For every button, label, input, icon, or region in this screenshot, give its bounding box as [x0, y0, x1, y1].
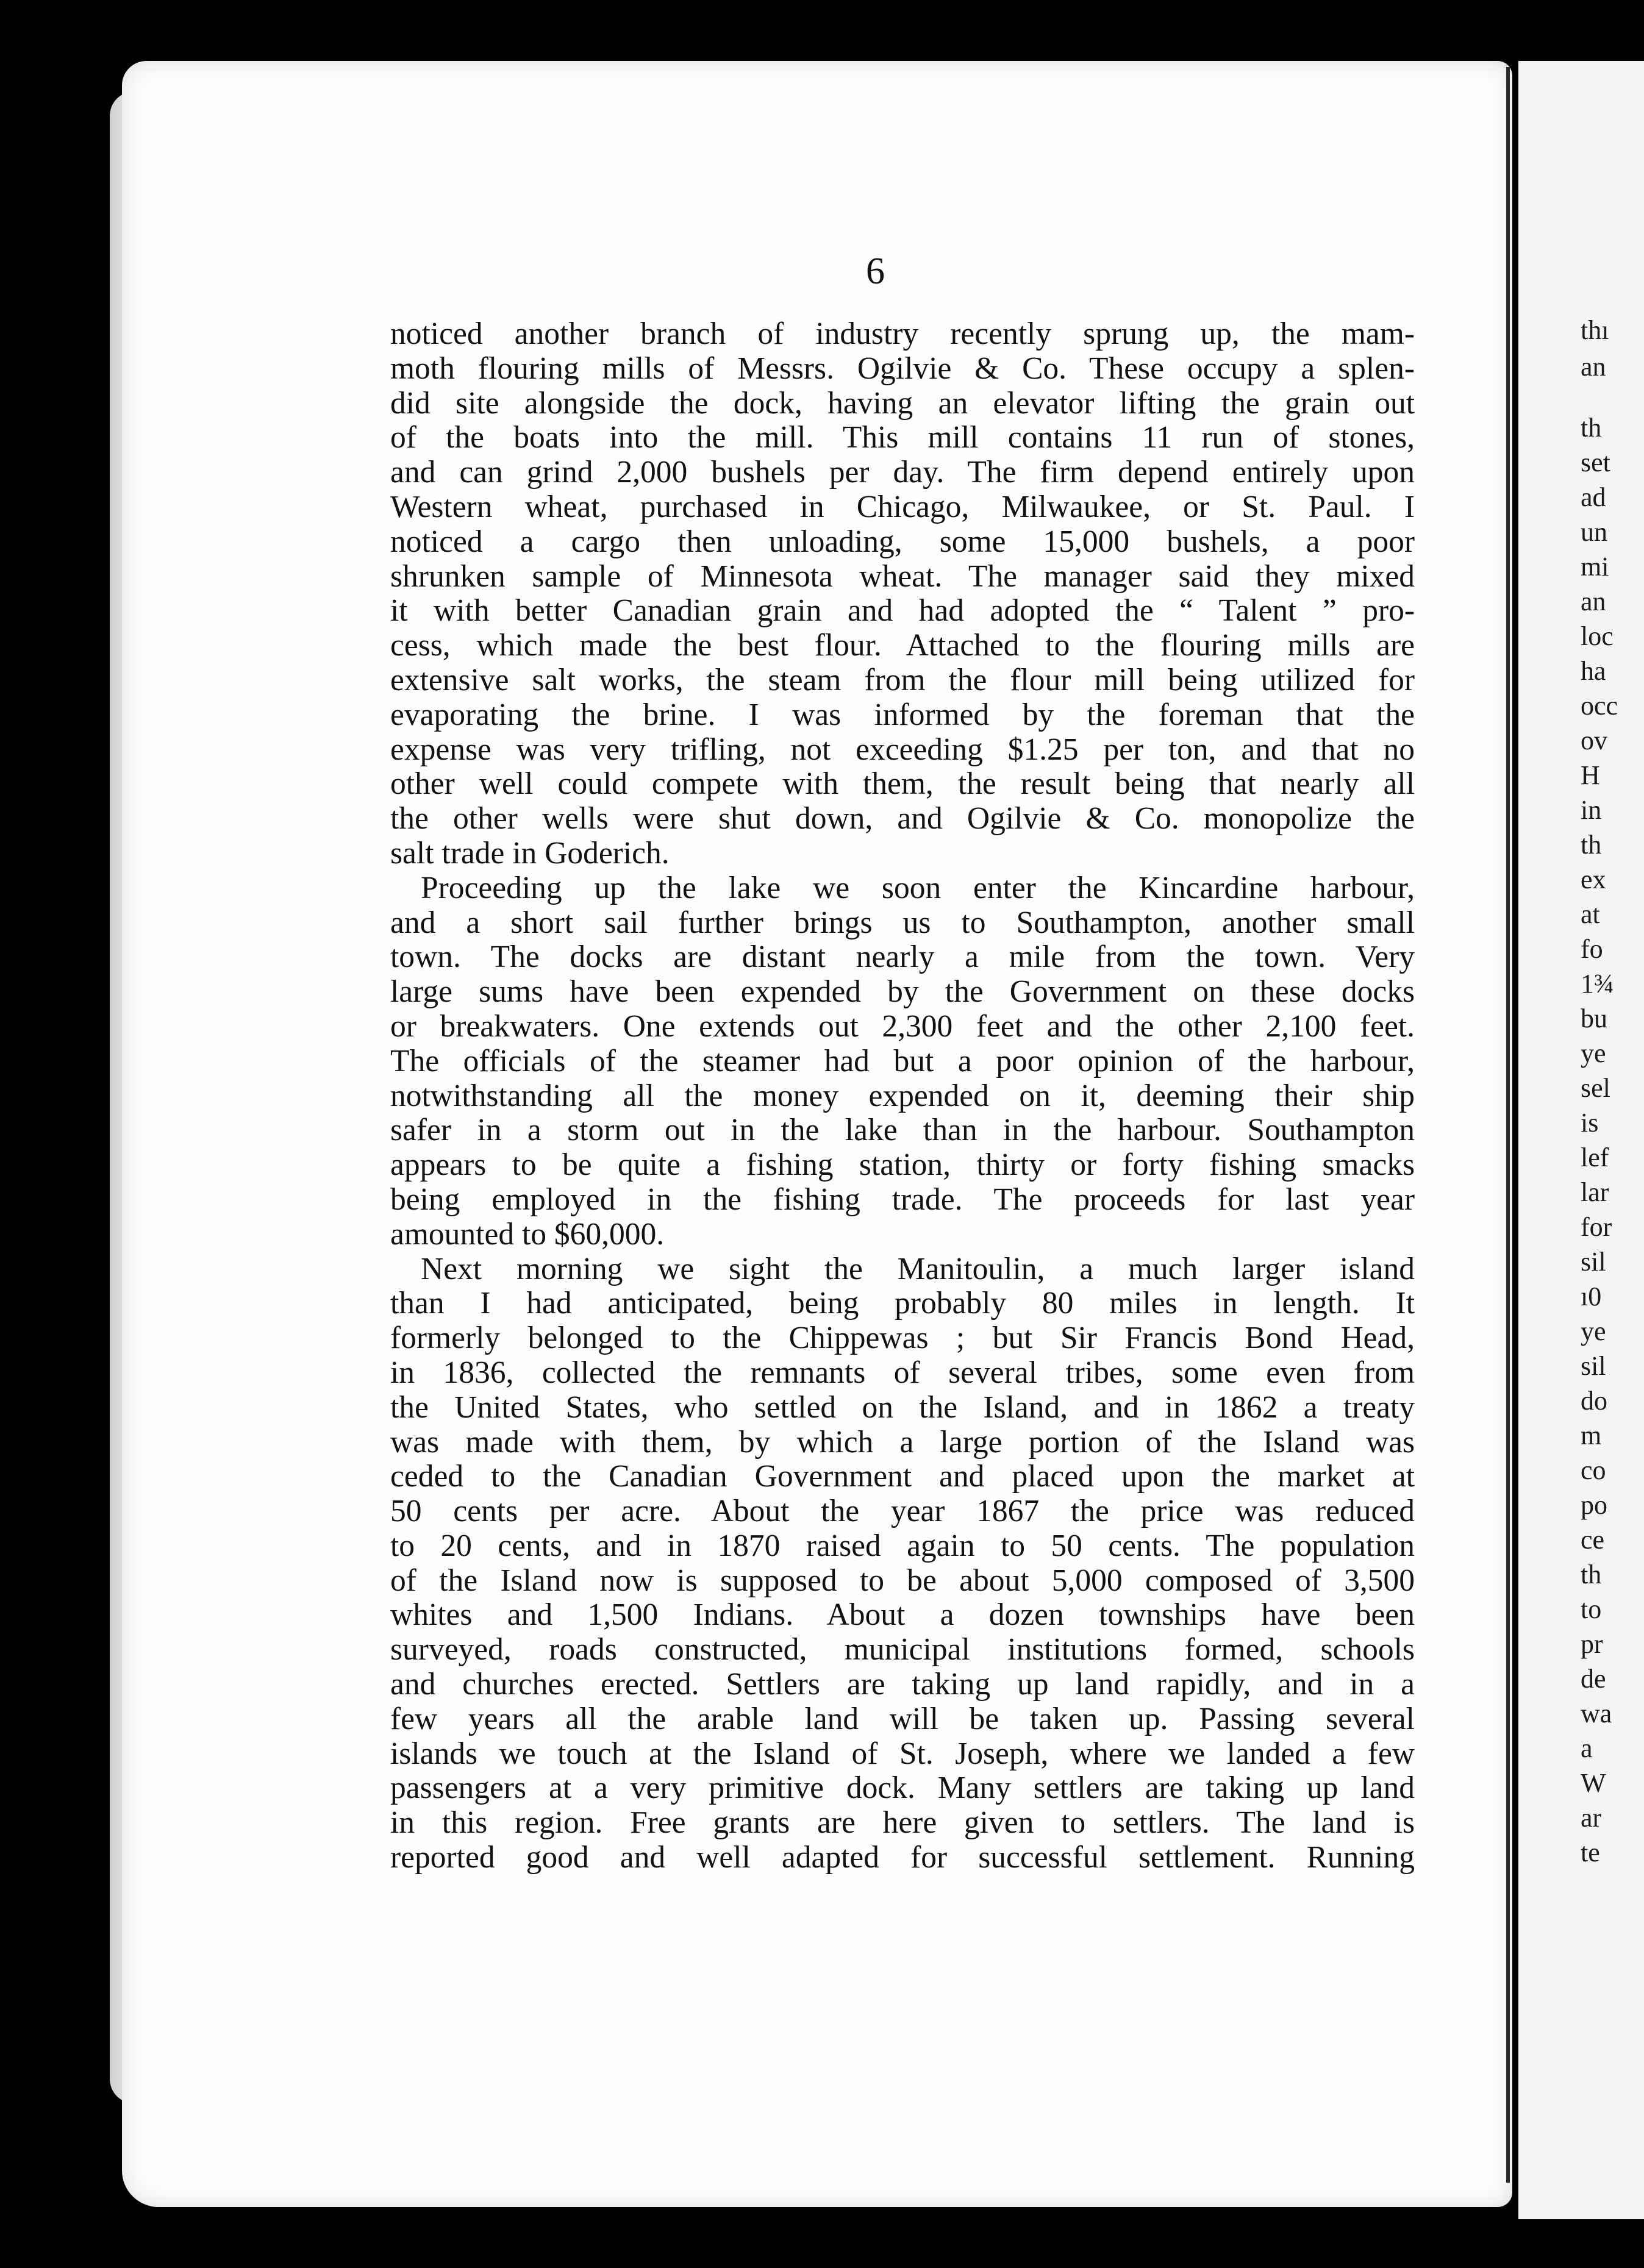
facing-page-fragment: te [1581, 1838, 1600, 1867]
text-line: or breakwaters. One extends out 2,300 feet and the other 2,100 feet. [390, 1008, 1415, 1044]
text-line: it with better Canadian grain and had adopted the “ Talent ” pro- [390, 593, 1415, 629]
body-text [390, 317, 1415, 1875]
text-line: 50 cents per acre. About the year 1867 the price was reduced [390, 1494, 1415, 1529]
facing-page-fragment: occ [1581, 691, 1618, 721]
text-line: amounted to $60,000. [390, 1216, 665, 1252]
facing-page-fragment: po [1581, 1490, 1607, 1520]
text-line: moth flouring mills of Messrs. Ogilvie & Co. These occupy a splen- [390, 351, 1415, 386]
facing-page-fragment: fo [1581, 934, 1603, 964]
text-line: noticed another branch of industry recently sprung up, the mam- [390, 316, 1415, 351]
text-line: cess, which made the best flour. Attached to the flouring mills are [390, 628, 1415, 663]
text-line: the other wells were shut down, and Ogilvie & Co. monopolize the [390, 801, 1415, 836]
text-line: whites and 1,500 Indians. About a dozen townships have been [390, 1597, 1415, 1633]
text-line: large sums have been expended by the Government on these docks [390, 974, 1415, 1010]
text-line: and churches erected. Settlers are taking up land rapidly, and in a [390, 1667, 1415, 1702]
facing-page-fragment: in [1581, 795, 1602, 825]
facing-page-fragment: lar [1581, 1177, 1609, 1207]
page-gutter [1506, 67, 1510, 2183]
facing-page-fragment: sil [1581, 1247, 1606, 1277]
facing-page-fragment: ov [1581, 726, 1607, 755]
facing-page-fragment: loc [1581, 621, 1614, 651]
text-line: Western wheat, purchased in Chicago, Milwaukee, or St. Paul. I [390, 489, 1415, 524]
text-line: to 20 cents, and in 1870 raised again to 50 cents. The population [390, 1528, 1415, 1563]
facing-page-fragment: bu [1581, 1004, 1607, 1033]
facing-page-fragment: ha [1581, 656, 1606, 686]
text-line: shrunken sample of Minnesota wheat. The manager said they mixed [390, 558, 1415, 594]
facing-page-fragment: co [1581, 1455, 1606, 1485]
facing-page-fragment: de [1581, 1664, 1606, 1694]
text-line: Next morning we sight the Manitoulin, a much larger island [421, 1251, 1415, 1286]
facing-page-fragment: wa [1581, 1699, 1612, 1728]
text-line: notwithstanding all the money expended on it, deeming their ship [390, 1078, 1415, 1113]
facing-page [1518, 61, 1644, 2219]
facing-page-fragment: pr [1581, 1629, 1603, 1659]
page-number: 6 [866, 251, 885, 292]
facing-page-fragment: 1¾ [1581, 969, 1614, 999]
text-line: noticed a cargo then unloading, some 15,000 bushels, a poor [390, 524, 1415, 559]
facing-page-fragment: to [1581, 1594, 1602, 1624]
facing-page-fragment: ex [1581, 865, 1606, 894]
text-line: salt trade in Goderich. [390, 835, 670, 871]
facing-page-fragment: un [1581, 517, 1607, 547]
text-line: ceded to the Canadian Government and placed upon the market at [390, 1459, 1415, 1494]
facing-page-fragment: lef [1581, 1143, 1609, 1172]
text-line: few years all the arable land will be taken up. Passing several [390, 1701, 1415, 1736]
text-line: in 1836, collected the remnants of several tribes, some even from [390, 1355, 1415, 1390]
text-line: the United States, who settled on the Island, and in 1862 a treaty [390, 1389, 1415, 1425]
facing-page-fragment: an [1581, 352, 1606, 382]
text-line: surveyed, roads constructed, municipal institutions formed, schools [390, 1632, 1415, 1667]
facing-page-fragment: do [1581, 1386, 1607, 1416]
facing-page-fragment: H [1581, 760, 1600, 790]
facing-page-fragment: th [1581, 1560, 1602, 1589]
facing-page-fragment: a [1581, 1733, 1593, 1763]
text-line: appears to be quite a fishing station, thirty or forty fishing smacks [390, 1147, 1415, 1183]
facing-page-fragment: W [1581, 1768, 1606, 1798]
facing-page-fragment: sel [1581, 1073, 1610, 1103]
facing-page-fragment: sil [1581, 1351, 1606, 1381]
text-line: The officials of the steamer had but a poor opinion of the harbour, [390, 1043, 1415, 1079]
text-line: evaporating the brine. I was informed by the foreman that the [390, 697, 1415, 732]
text-line: passengers at a very primitive dock. Many settlers are taking up land [390, 1771, 1415, 1806]
text-line: other well could compete with them, the result being that nearly all [390, 766, 1415, 802]
facing-page-fragment: is [1581, 1108, 1599, 1138]
text-line: of the Island now is supposed to be about 5,000 composed of 3,500 [390, 1563, 1415, 1598]
text-line: did site alongside the dock, having an elevator lifting the grain out [390, 385, 1415, 421]
text-line: extensive salt works, the steam from the flour mill being utilized for [390, 662, 1415, 697]
facing-page-fragment: th [1581, 413, 1602, 443]
facing-page-fragment: ce [1581, 1525, 1605, 1555]
facing-page-fragment: th [1581, 830, 1602, 860]
text-line: than I had anticipated, being probably 80 miles in length. It [390, 1286, 1415, 1321]
text-line: and can grind 2,000 bushels per day. The firm depend entirely upon [390, 455, 1415, 490]
facing-page-fragment: ye [1581, 1316, 1606, 1346]
text-line: expense was very trifling, not exceeding $1.25 per ton, and that no [390, 732, 1415, 767]
text-line: was made with them, by which a large portion of the Island was [390, 1424, 1415, 1460]
facing-page-fragment: set [1581, 448, 1610, 477]
facing-page-fragment: thı [1581, 315, 1609, 345]
text-line: formerly belonged to the Chippewas ; but Sir Francis Bond Head, [390, 1321, 1415, 1356]
facing-page-fragment: ye [1581, 1038, 1606, 1068]
text-line: islands we touch at the Island of St. Joseph, where we landed a few [390, 1736, 1415, 1771]
text-line: being employed in the fishing trade. The proceeds for last year [390, 1182, 1415, 1217]
text-line: of the boats into the mill. This mill contains 11 run of stones, [390, 420, 1415, 455]
text-line: town. The docks are distant nearly a mile from the town. Very [390, 940, 1415, 975]
text-line: Proceeding up the lake we soon enter the Kincardine harbour, [421, 870, 1415, 905]
text-line: reported good and well adapted for successful settlement. Running [390, 1840, 1415, 1875]
text-line: safer in a storm out in the lake than in the harbour. Southampton [390, 1113, 1415, 1148]
facing-page-fragment: for [1581, 1212, 1612, 1242]
facing-page-fragment: an [1581, 587, 1606, 616]
text-line: in this region. Free grants are here given to settlers. The land is [390, 1805, 1415, 1841]
facing-page-fragment: ı0 [1581, 1282, 1602, 1311]
facing-page-fragment: m [1581, 1421, 1602, 1450]
facing-page-fragment: ad [1581, 482, 1606, 512]
facing-page-fragment: ar [1581, 1803, 1602, 1833]
text-line: and a short sail further brings us to Southampton, another small [390, 905, 1415, 940]
facing-page-fragment: at [1581, 899, 1600, 929]
facing-page-fragment: mi [1581, 552, 1609, 582]
